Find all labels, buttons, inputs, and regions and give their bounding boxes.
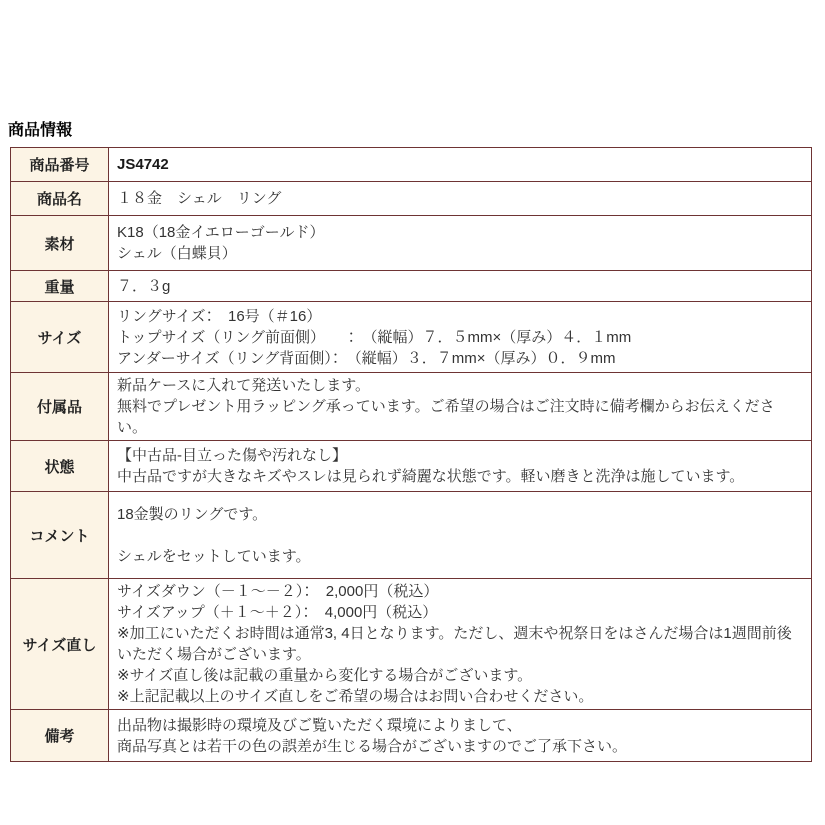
row-value [109,441,812,492]
product-info-table [10,147,812,762]
table-row-material [11,216,812,271]
value-line: シェルをセットしています。 [117,547,311,565]
value-line: ※加工にいただくお時間は通常3, 4日となります。ただし、週末や祝祭日をはさんだ場合は1週間前後いただく場合がございます。 [117,625,792,663]
row-value [109,373,812,441]
value-line: 商品写真とは若干の色の誤差が生じる場合がございますのでご了承下さい。 [117,737,628,755]
row-value [109,710,812,762]
table-row-size [11,302,812,373]
row-value [109,182,812,216]
row-label: コメント [11,492,109,579]
table-row-remarks [11,710,812,762]
table-row-accessories [11,373,812,441]
row-label: サイズ直し [11,579,109,710]
row-value [109,492,812,579]
row-label: 状態 [11,441,109,492]
value-line: １８金 シェル リング [117,190,282,207]
row-label: 重量 [11,271,109,302]
table-row-comment [11,492,812,579]
value-line: サイズダウン（－１～－２）： 2,000円（税込） [117,583,439,600]
value-line: アンダーサイズ（リング背面側）： （縦幅）３．７mm×（厚み）０．９mm [117,349,616,367]
value-line: 中古品ですが大きなキズやスレは見られず綺麗な状態です。軽い磨きと洗浄は施しています。 [117,468,745,485]
value-line: 新品ケースに入れて発送いたします。 [117,377,371,394]
value-line: トップサイズ（リング前面側） ： （縦幅）７．５mm×（厚み）４．１mm [117,328,632,346]
value-line: 無料でプレゼント用ラッピング承っています。ご希望の場合はご注文時に備考欄からお伝えください。 [117,398,775,436]
row-label: 商品名 [11,182,109,216]
value-line: JS4742 [117,156,169,173]
value-line: 出品物は撮影時の環境及びご覧いただく環境によりまして、 [117,716,522,734]
value-line: シェル（白蝶貝） [117,245,237,262]
value-line: リングサイズ： 16号（＃16） [117,307,322,325]
row-value [109,302,812,373]
value-line-blank [117,525,803,546]
row-label: 素材 [11,216,109,271]
row-label: サイズ [11,302,109,373]
row-value [109,579,812,710]
value-line: 【中古品-目立った傷や汚れなし】 [117,447,347,464]
table-row-product-number [11,148,812,182]
table-row-product-name [11,182,812,216]
value-line: K18（18金イエローゴールド） [117,224,325,241]
row-value [109,271,812,302]
row-label: 備考 [11,710,109,762]
row-label: 付属品 [11,373,109,441]
table-row-condition [11,441,812,492]
row-value [109,148,812,182]
row-value [109,216,812,271]
table-row-weight [11,271,812,302]
row-label: 商品番号 [11,148,109,182]
value-line: ７．３g [117,277,171,295]
page-title: 商品情報 [8,122,73,139]
value-line: ※サイズ直し後は記載の重量から変化する場合がございます。 [117,667,533,684]
value-line: ※上記記載以上のサイズ直しをご希望の場合はお問い合わせください。 [117,688,594,705]
value-line: 18金製のリングです。 [117,505,268,523]
table-row-resizing [11,579,812,710]
value-line: サイズアップ（＋１～＋２）： 4,000円（税込） [117,604,438,621]
